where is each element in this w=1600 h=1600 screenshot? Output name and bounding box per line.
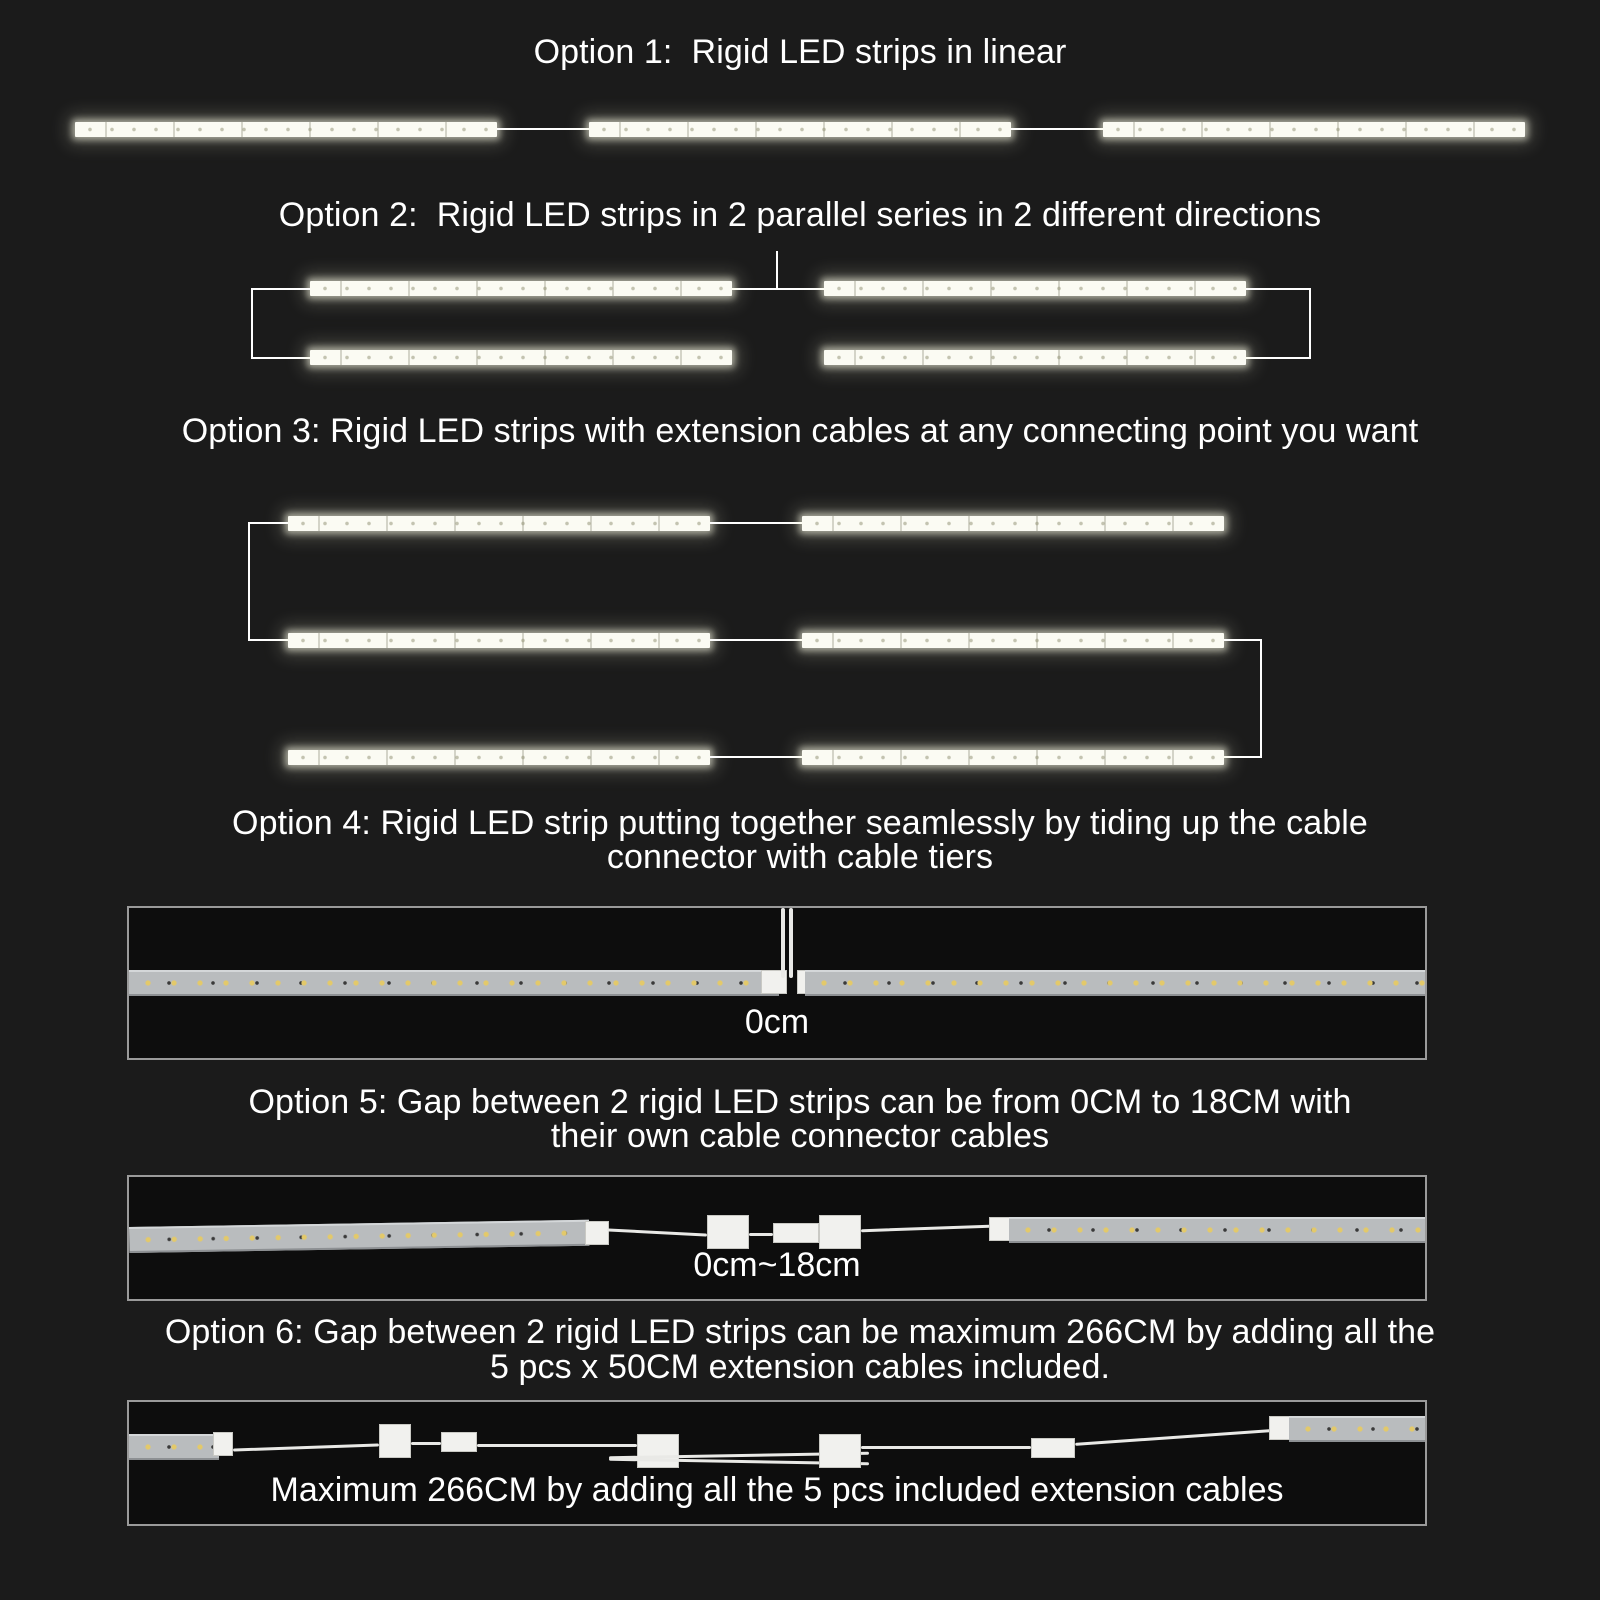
connecting-wire [248,639,288,641]
led-strip [1103,122,1525,137]
option5-photo-label: 0cm~18cm [693,1246,861,1284]
led-strip [288,750,710,765]
led-strip [288,633,710,648]
connecting-wire [248,522,250,641]
connecting-wire [1224,756,1262,758]
led-strip [802,516,1224,531]
connecting-wire [1260,639,1262,758]
pcb-strip [805,970,1427,996]
option4-photo [127,906,1427,1060]
connecting-wire [1309,288,1311,359]
connecting-wire [1011,128,1103,130]
led-strip [824,281,1246,296]
pcb-strip [129,1434,219,1460]
led-strip [802,633,1224,648]
pcb-strip [1009,1217,1427,1243]
option6-title-line1: Option 6: Gap between 2 rigid LED strips can be maximum 266CM by adding all the [164,1313,1436,1351]
led-strip [75,122,497,137]
cable-connector [441,1432,477,1452]
connecting-wire [1246,288,1311,290]
connecting-wire [710,522,802,524]
cable-connector [1031,1438,1075,1458]
cable [749,1233,773,1236]
cable-connector [773,1223,819,1243]
connecting-wire [251,357,310,359]
cable [411,1442,441,1445]
pcb-strip [129,970,779,996]
option4-photo-label: 0cm [744,1003,810,1041]
option4-title-line2: connector with cable tiers [606,838,994,876]
cable [781,908,785,978]
cable-connector [585,1221,609,1245]
led-strip [589,122,1011,137]
connecting-wire [1246,357,1311,359]
pcb-strip [1289,1416,1427,1442]
option6-photo-label: Maximum 266CM by adding all the 5 pcs included extension cables [270,1471,1284,1509]
connecting-wire [732,288,824,290]
led-strip [310,350,732,365]
cable [607,1228,707,1236]
connecting-wire [248,522,288,524]
cable-tie-clip [819,1215,861,1249]
option4-title-line1: Option 4: Rigid LED strip putting together seamlessly by tiding up the cable [232,804,1368,842]
cable-tie-clip [637,1434,679,1468]
cable-tie-clip [707,1215,749,1249]
cable-tie-clip [819,1434,861,1468]
option2-title: Option 2: Rigid LED strips in 2 parallel series in 2 different directions [278,196,1322,234]
connecting-wire [251,288,310,290]
connecting-wire [497,128,589,130]
option5-photo [127,1175,1427,1301]
cable [861,1225,991,1233]
connecting-wire [251,288,253,359]
cable-connector [213,1432,233,1456]
cable [789,908,793,978]
option6-title-line2: 5 pcs x 50CM extension cables included. [489,1348,1111,1386]
cable [477,1444,637,1447]
cable [861,1446,1031,1449]
led-strip [288,516,710,531]
connecting-wire [710,756,802,758]
option6-photo [127,1400,1427,1526]
led-strip [824,350,1246,365]
option5-title-line1: Option 5: Gap between 2 rigid LED strips can be from 0CM to 18CM with [248,1083,1352,1121]
option3-title: Option 3: Rigid LED strips with extension cables at any connecting point you want [181,412,1419,450]
cable [1075,1429,1271,1446]
option1-title: Option 1: Rigid LED strips in linear [533,33,1067,71]
connecting-wire [1224,639,1262,641]
led-strip [310,281,732,296]
power-input-wire [776,251,778,289]
cable [233,1443,379,1451]
led-strip [802,750,1224,765]
connecting-wire [710,639,802,641]
cable-tie-clip [379,1424,411,1458]
option5-title-line2: their own cable connector cables [550,1117,1050,1155]
